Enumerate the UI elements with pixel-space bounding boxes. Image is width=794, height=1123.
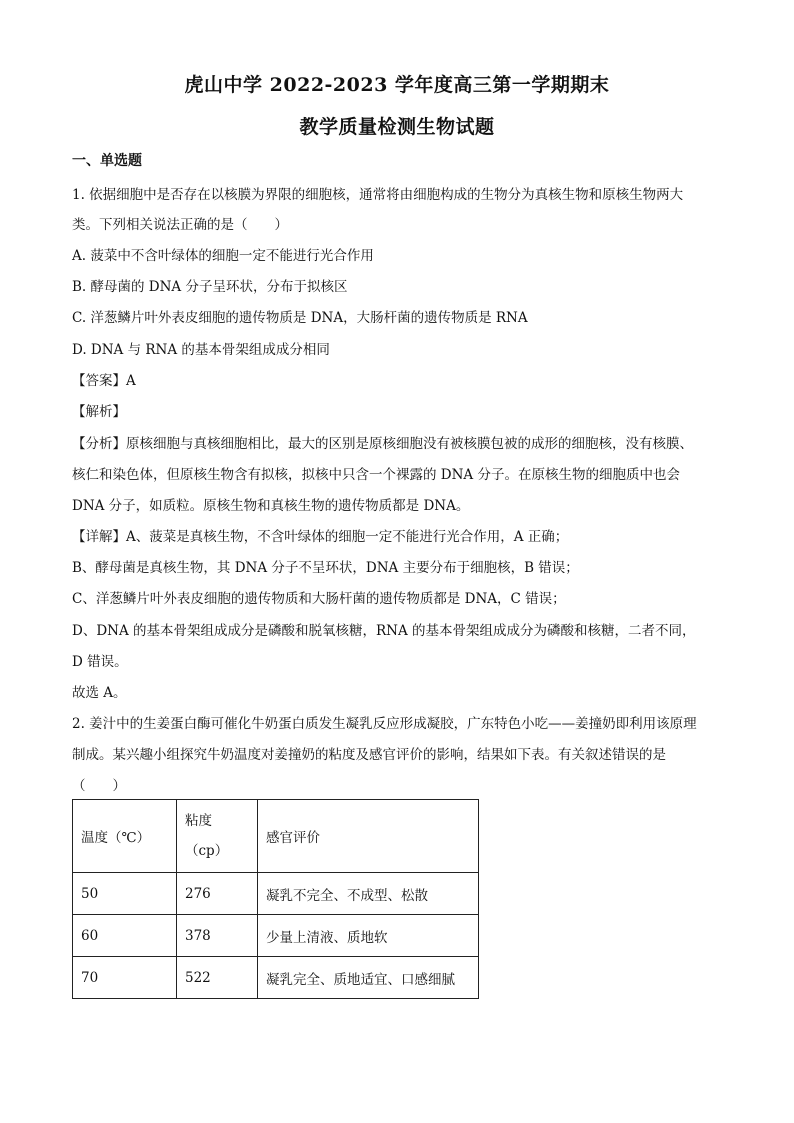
table-row bbox=[73, 873, 479, 915]
header-sensory-evaluation: 感官评价 bbox=[258, 800, 479, 873]
q1-xiangjie-line5: D 错误。 bbox=[72, 654, 128, 670]
cell-viscosity: 522 bbox=[177, 957, 258, 999]
q1-option-c: C. 洋葱鳞片叶外表皮细胞的遗传物质是 DNA，大肠杆菌的遗传物质是 RNA bbox=[72, 310, 528, 326]
cell-temperature: 60 bbox=[73, 915, 177, 957]
q1-option-b: B. 酵母菌的 DNA 分子呈环状，分布于拟核区 bbox=[72, 279, 348, 295]
table-row bbox=[73, 957, 479, 999]
document-title-line1: 虎山中学 2022-2023 学年度高三第一学期期末 bbox=[184, 74, 610, 96]
document-title-line2: 教学质量检测生物试题 bbox=[299, 116, 495, 138]
q1-analysis-label: 【解析】 bbox=[72, 404, 126, 420]
q1-xiangjie-line4: D、DNA 的基本骨架组成成分是磷酸和脱氧核糖，RNA 的基本骨架组成成分为磷酸和核糖，二者不同， bbox=[72, 623, 696, 639]
header-viscosity-label: 粘度 bbox=[185, 813, 212, 829]
q1-option-d: D. DNA 与 RNA 的基本骨架组成成分相同 bbox=[72, 342, 330, 358]
q1-stem-line1: 1. 依据细胞中是否存在以核膜为界限的细胞核，通常将由细胞构成的生物分为真核生物和原核生物两大 bbox=[72, 187, 684, 203]
header-viscosity bbox=[177, 800, 258, 873]
q1-answer: 【答案】A bbox=[72, 373, 136, 389]
q1-fenxi-line1: 【分析】原核细胞与真核细胞相比，最大的区别是原核细胞没有被核膜包被的成形的细胞核，没有核膜、 bbox=[72, 436, 693, 452]
q1-conclusion: 故选 A。 bbox=[72, 685, 127, 701]
q1-xiangjie-line1: 【详解】A、菠菜是真核生物，不含叶绿体的细胞一定不能进行光合作用，A 正确； bbox=[72, 529, 569, 545]
q1-xiangjie-line2: B、酵母菌是真核生物，其 DNA 分子不呈环状，DNA 主要分布于细胞核，B 错误； bbox=[72, 560, 579, 576]
section-heading: 一、单选题 bbox=[72, 153, 142, 169]
header-temperature: 温度（℃） bbox=[73, 800, 177, 873]
header-viscosity-unit: （cp） bbox=[185, 843, 229, 859]
cell-sensory-evaluation: 少量上清液、质地软 bbox=[258, 915, 479, 957]
q1-option-a: A. 菠菜中不含叶绿体的细胞一定不能进行光合作用 bbox=[72, 248, 374, 264]
cell-viscosity: 378 bbox=[177, 915, 258, 957]
q2-data-table bbox=[72, 799, 479, 999]
q1-xiangjie-line3: C、洋葱鳞片叶外表皮细胞的遗传物质和大肠杆菌的遗传物质都是 DNA，C 错误； bbox=[72, 591, 566, 607]
q2-stem-line3: （ ） bbox=[72, 778, 126, 794]
q1-fenxi-line2: 核仁和染色体，但原核生物含有拟核，拟核中只含一个裸露的 DNA 分子。在原核生物的细胞质中也会 bbox=[72, 467, 680, 483]
q1-fenxi-line3: DNA 分子，如质粒。原核生物和真核生物的遗传物质都是 DNA。 bbox=[72, 498, 470, 514]
q2-stem-line2: 制成。某兴趣小组探究牛奶温度对姜撞奶的粘度及感官评价的影响，结果如下表。有关叙述错误的是 bbox=[72, 747, 666, 763]
cell-sensory-evaluation: 凝乳不完全、不成型、松散 bbox=[258, 873, 479, 915]
table-row bbox=[73, 915, 479, 957]
cell-temperature: 70 bbox=[73, 957, 177, 999]
table-header-row bbox=[73, 800, 479, 873]
cell-sensory-evaluation: 凝乳完全、质地适宜、口感细腻 bbox=[258, 957, 479, 999]
q2-stem-line1: 2. 姜汁中的生姜蛋白酶可催化牛奶蛋白质发生凝乳反应形成凝胶，广东特色小吃——姜撞奶即利用该原理 bbox=[72, 716, 697, 732]
q1-stem-line2: 类。下列相关说法正确的是（ ） bbox=[72, 217, 288, 233]
cell-temperature: 50 bbox=[73, 873, 177, 915]
cell-viscosity: 276 bbox=[177, 873, 258, 915]
